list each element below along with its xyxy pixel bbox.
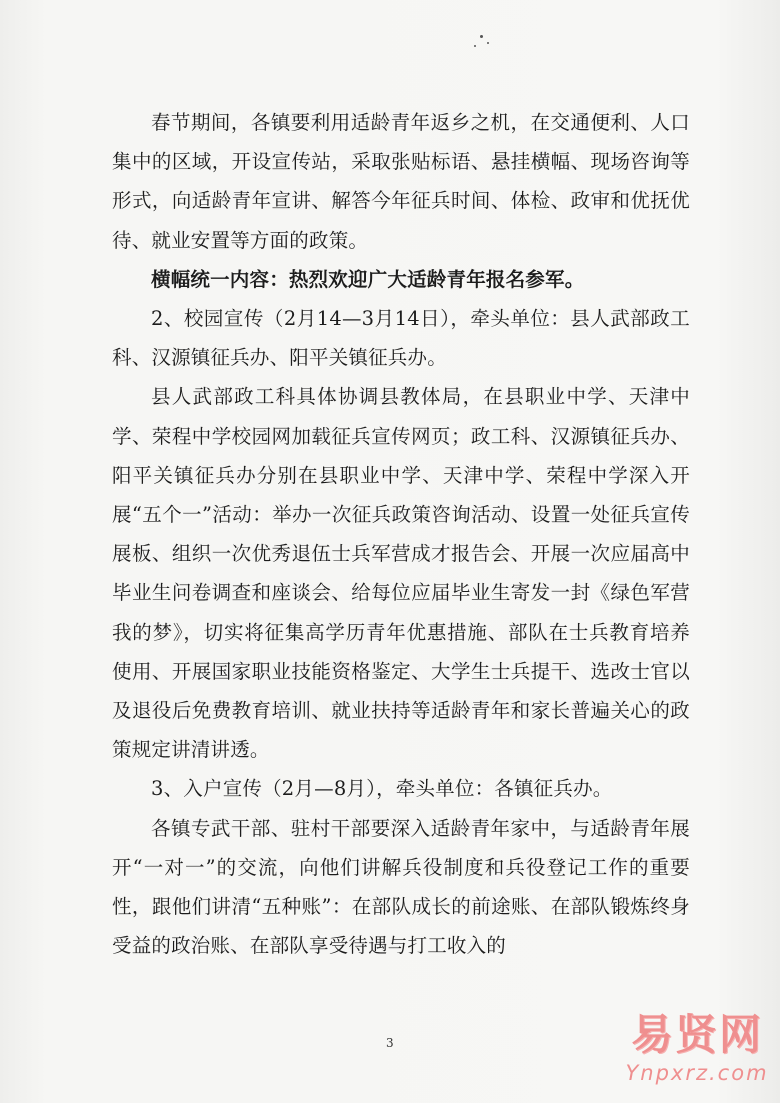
paragraph-campus-heading: 2、校园宣传（2月14—3月14日），牵头单位：县人武部政工科、汉源镇征兵办、阳平关镇征兵办。	[112, 307, 690, 370]
site-watermark	[622, 1011, 772, 1095]
paragraph-campus-details: 县人武部政工科具体协调县教体局，在县职业中学、天津中学、荣程中学校园网加载征兵宣传网页；政工科、汉源镇征兵办、阳平关镇征兵办分别在县职业中学、天津中学、荣程中学深入开展“五个一”活动：举办一次征兵政策咨询活动、设置一处征兵宣传展板、组织一次优秀退伍士兵军营成才报告会、开展一次应届高中毕业生问卷调查和座谈会、给每位应届毕业生寄发一封《绿色军营我的梦》，切实将征集高学历青年优惠措施、部队在士兵教育培养使用、开展国家职业技能资格鉴定、大学生士兵提干、选改士官以及退役后免费教育培训、就业扶持等适龄青年和家长普遍关心的政策规定讲清讲透。	[112, 385, 690, 762]
paragraph-banner-content: 横幅统一内容：热烈欢迎广大适龄青年报名参军。	[151, 267, 585, 291]
paragraph-household-heading: 3、入户宣传（2月—8月），牵头单位：各镇征兵办。	[151, 777, 613, 801]
document-body	[112, 103, 690, 965]
page-number: 3	[386, 1036, 394, 1050]
watermark-logo-text: 易贤网	[630, 1010, 763, 1059]
paragraph-spring-festival: 春节期间，各镇要利用适龄青年返乡之机，在交通便利、人口集中的区域，开设宣传站，采取张贴标语、悬挂横幅、现场咨询等形式，向适龄青年宣讲、解答今年征兵时间、体检、政审和优抚优待、就业安置等方面的政策。	[112, 111, 690, 252]
paragraph-household-details: 各镇专武干部、驻村干部要深入适龄青年家中，与适龄青年展开“一对一”的交流，向他们讲解兵役制度和兵役登记工作的重要性，跟他们讲清“五种账”：在部队成长的前途账、在部队锻炼终身受益的政治账、在部队享受待遇与打工收入的	[112, 816, 690, 958]
scan-speck	[487, 42, 489, 44]
scan-speck	[474, 45, 476, 47]
scan-speck	[480, 35, 483, 38]
watermark-url: Ynpxrz.com	[625, 1061, 769, 1085]
